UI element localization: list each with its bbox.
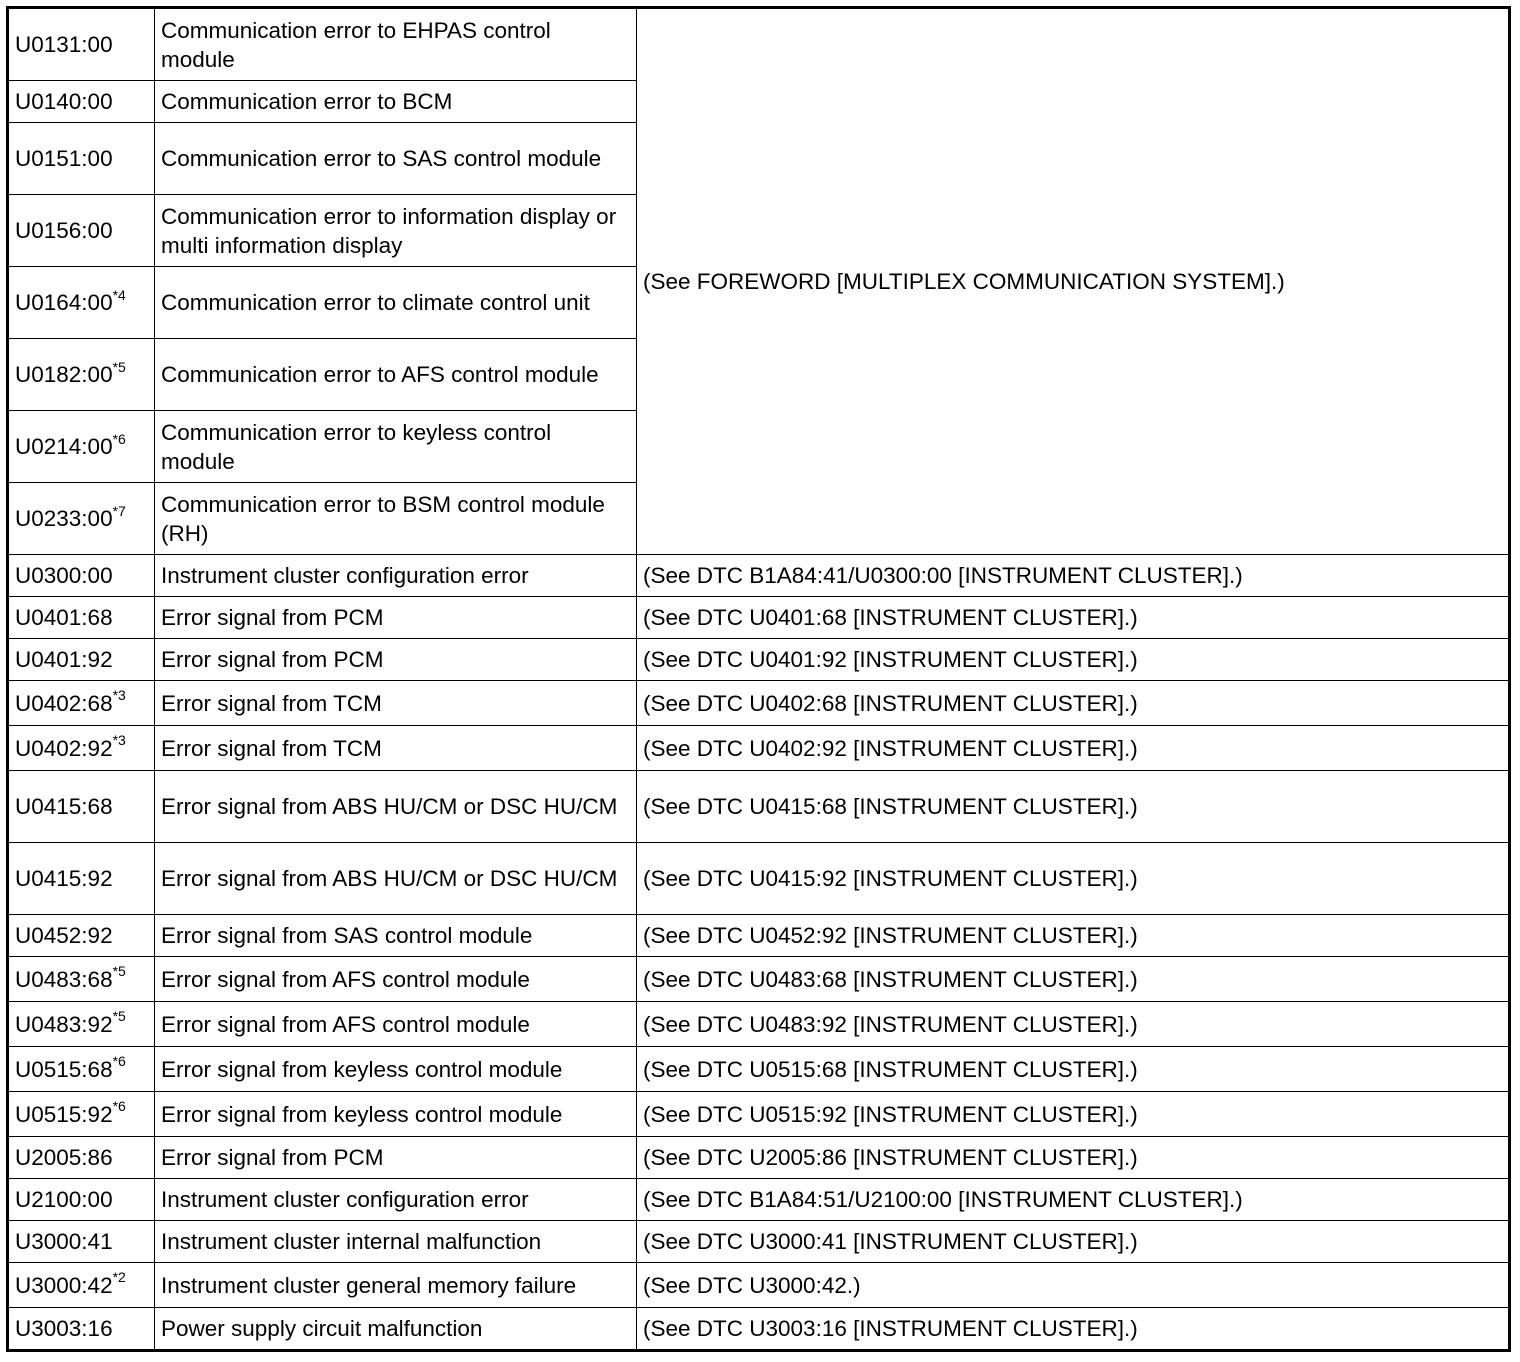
- dtc-reference: (See DTC U0402:92 [INSTRUMENT CLUSTER].): [637, 726, 1510, 771]
- dtc-code: U0156:00: [8, 195, 155, 267]
- table-row: [8, 1179, 1510, 1221]
- dtc-description: Error signal from AFS control module: [155, 1002, 637, 1047]
- dtc-code: U0515:68$^{*6}$: [8, 1047, 155, 1092]
- dtc-code: U0300:00: [8, 555, 155, 597]
- dtc-description: Communication error to SAS control module: [155, 123, 637, 195]
- dtc-description: Communication error to information display or multi information display: [155, 195, 637, 267]
- dtc-code: U0401:92: [8, 639, 155, 681]
- dtc-description: Error signal from PCM: [155, 1137, 637, 1179]
- dtc-description: Error signal from ABS HU/CM or DSC HU/CM: [155, 771, 637, 843]
- table-row: [8, 681, 1510, 726]
- dtc-code: U0415:92: [8, 843, 155, 915]
- dtc-code: U0402:92$^{*3}$: [8, 726, 155, 771]
- dtc-code: U0151:00: [8, 123, 155, 195]
- dtc-description: Instrument cluster configuration error: [155, 1179, 637, 1221]
- dtc-reference: (See DTC U3000:42.): [637, 1263, 1510, 1308]
- dtc-code: U0402:68$^{*3}$: [8, 681, 155, 726]
- dtc-description: Error signal from SAS control module: [155, 915, 637, 957]
- table-row: [8, 1308, 1510, 1351]
- dtc-description: Error signal from AFS control module: [155, 957, 637, 1002]
- dtc-code: U0140:00: [8, 81, 155, 123]
- dtc-description: Error signal from PCM: [155, 597, 637, 639]
- dtc-reference: (See DTC U0401:68 [INSTRUMENT CLUSTER].): [637, 597, 1510, 639]
- dtc-reference: (See DTC B1A84:51/U2100:00 [INSTRUMENT CLUSTER].): [637, 1179, 1510, 1221]
- dtc-description: Communication error to BSM control module (RH): [155, 483, 637, 555]
- dtc-description: Communication error to keyless control module: [155, 411, 637, 483]
- table-row: [8, 771, 1510, 843]
- table-row: [8, 1047, 1510, 1092]
- dtc-code: U0452:92: [8, 915, 155, 957]
- dtc-reference: (See DTC U0515:68 [INSTRUMENT CLUSTER].): [637, 1047, 1510, 1092]
- dtc-code: U0182:00$^{*5}$: [8, 339, 155, 411]
- dtc-description: Error signal from keyless control module: [155, 1092, 637, 1137]
- table-row: [8, 1263, 1510, 1308]
- dtc-reference: (See DTC U0483:92 [INSTRUMENT CLUSTER].): [637, 1002, 1510, 1047]
- dtc-description: Communication error to BCM: [155, 81, 637, 123]
- dtc-description: Instrument cluster general memory failure: [155, 1263, 637, 1308]
- table-row: [8, 915, 1510, 957]
- dtc-table: [6, 6, 1511, 1352]
- dtc-code: U0483:92$^{*5}$: [8, 1002, 155, 1047]
- table-row: [8, 1137, 1510, 1179]
- dtc-reference: (See DTC U0483:68 [INSTRUMENT CLUSTER].): [637, 957, 1510, 1002]
- dtc-description: Error signal from PCM: [155, 639, 637, 681]
- dtc-description: Instrument cluster internal malfunction: [155, 1221, 637, 1263]
- dtc-reference: (See DTC U3003:16 [INSTRUMENT CLUSTER].): [637, 1308, 1510, 1351]
- dtc-reference: (See DTC B1A84:41/U0300:00 [INSTRUMENT CLUSTER].): [637, 555, 1510, 597]
- dtc-description: Communication error to climate control unit: [155, 267, 637, 339]
- table-row: [8, 726, 1510, 771]
- dtc-description: Power supply circuit malfunction: [155, 1308, 637, 1351]
- dtc-code: U2100:00: [8, 1179, 155, 1221]
- table-row: [8, 555, 1510, 597]
- table-row: [8, 843, 1510, 915]
- table-row: [8, 1002, 1510, 1047]
- dtc-description: Communication error to AFS control module: [155, 339, 637, 411]
- dtc-code: U0401:68: [8, 597, 155, 639]
- dtc-reference: (See DTC U0415:92 [INSTRUMENT CLUSTER].): [637, 843, 1510, 915]
- dtc-reference: (See DTC U0452:92 [INSTRUMENT CLUSTER].): [637, 915, 1510, 957]
- table-row: [8, 597, 1510, 639]
- dtc-code: U0131:00: [8, 8, 155, 81]
- dtc-reference: (See DTC U0415:68 [INSTRUMENT CLUSTER].): [637, 771, 1510, 843]
- dtc-reference: (See DTC U0402:68 [INSTRUMENT CLUSTER].): [637, 681, 1510, 726]
- dtc-code: U0164:00$^{*4}$: [8, 267, 155, 339]
- dtc-code: U3000:42$^{*2}$: [8, 1263, 155, 1308]
- dtc-reference: (See DTC U3000:41 [INSTRUMENT CLUSTER].): [637, 1221, 1510, 1263]
- dtc-code: U3003:16: [8, 1308, 155, 1351]
- dtc-description: Error signal from TCM: [155, 726, 637, 771]
- dtc-code: U0214:00$^{*6}$: [8, 411, 155, 483]
- dtc-code: U0515:92$^{*6}$: [8, 1092, 155, 1137]
- dtc-description: Instrument cluster configuration error: [155, 555, 637, 597]
- dtc-code: U3000:41: [8, 1221, 155, 1263]
- table-row: [8, 1092, 1510, 1137]
- dtc-reference: (See DTC U0515:92 [INSTRUMENT CLUSTER].): [637, 1092, 1510, 1137]
- table-row: [8, 639, 1510, 681]
- dtc-code: U0483:68$^{*5}$: [8, 957, 155, 1002]
- table-row: [8, 1221, 1510, 1263]
- table-row: [8, 8, 1510, 81]
- dtc-description: Error signal from TCM: [155, 681, 637, 726]
- dtc-description: Error signal from keyless control module: [155, 1047, 637, 1092]
- dtc-reference: (See DTC U2005:86 [INSTRUMENT CLUSTER].): [637, 1137, 1510, 1179]
- dtc-code: U0415:68: [8, 771, 155, 843]
- dtc-code: U2005:86: [8, 1137, 155, 1179]
- dtc-code: U0233:00$^{*7}$: [8, 483, 155, 555]
- table-row: [8, 957, 1510, 1002]
- dtc-description: Communication error to EHPAS control module: [155, 8, 637, 81]
- dtc-description: Error signal from ABS HU/CM or DSC HU/CM: [155, 843, 637, 915]
- foreword-reference: (See FOREWORD [MULTIPLEX COMMUNICATION SYSTEM].): [637, 8, 1510, 555]
- dtc-reference: (See DTC U0401:92 [INSTRUMENT CLUSTER].): [637, 639, 1510, 681]
